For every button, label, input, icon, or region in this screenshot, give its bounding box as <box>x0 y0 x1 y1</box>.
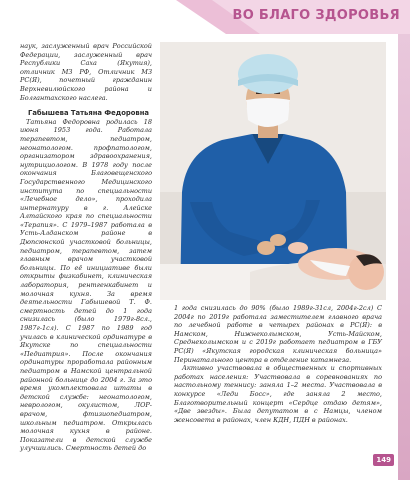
right-text-column <box>174 304 382 424</box>
biography-paragraph: Татьяна Федоровна родилась 18 июня 1953 года. Работала терапевтом, педиатром, неонатологом. профпатологом, организатором здравоохранения, нутрициологом. В 1978 году после окончания Благовещенского Государственного Медицинского института по специальности «Лечебное дело», проходила интернатуру в г. Алейске Алтайского края по специальности «Терапия». С 1979–1987 работала в Усть-Алданском районе в Дюпсюнской участковой больницы, педиатром, терапевтом, затем главным врачом участковой больницы. По её инициативе были открыты физкабинет, клиническая лаборатория, рентгенкабинет и молочная кухня. За время деятельности Габышевой Т. Ф. смертность детей до 1 года снизилась (было 1979г-8сл., 1987г-1сл). С 1987 по 1989 год училась в клинической ординатуре в Якутске по специальности «Педиатрия». После окончания ординатуры проработала районным педиатром в Намской центральной районной больнице до 2004 г. За это время укомплектовала штаты в детской службе: неонатологом, неврологом, окулистом, ЛОР-врачом, фтизиопедиатром, школьным педиатром. Открылась молочная кухня в районе. Показатели в детской службе улучшились. Смертность детей до <box>20 117 152 453</box>
intro-paragraph: наук, заслуженный врач Российской Федерации, заслуженный врач Республики Саха (Якутия), отличник МЗ РФ, Отличник МЗ РС(Я), почетный гражданин Верхневилюйского района и Болгантахского наслега. <box>20 42 152 102</box>
activities-paragraph: Активно участвовала в общественных и спортивных работах населения: Участвовала в соревнованиях по настольному теннису: заняла 1–2 места. Участвовала в конкурсе «Леди Босс», где заняла 2 место, Благотворительный концерт «Сердце отдаю детям», «Две звезды». Была депутатом в с Намцы, членом женсовета в районах, член КДН, ПДН в районах. <box>174 364 382 424</box>
page-number: 149 <box>373 454 394 466</box>
career-paragraph: 1 года снизилась до 90% (было 1989г-31сл, 2004г-2сл) С 2004г по 2019г работала заместителем главного врача по лечебной работе в четырех районах в РС(Я): в Намском, Нижнеколымском, Усть-Майском, Среднеколымском и с 2019г работает педиатром в ГБУ РС(Я) «Якутская городская клиническая больница» Перинатального центра в отделение катамнеза. <box>174 304 382 364</box>
left-text-column <box>20 42 152 453</box>
page-edge-strip <box>398 34 410 480</box>
doctor-photo <box>160 42 386 300</box>
photo-illustration <box>160 42 386 300</box>
person-name: Габышева Татьяна Федоровна <box>28 109 149 118</box>
section-title: ВО БЛАГО ЗДОРОВЬЯ <box>232 8 400 23</box>
